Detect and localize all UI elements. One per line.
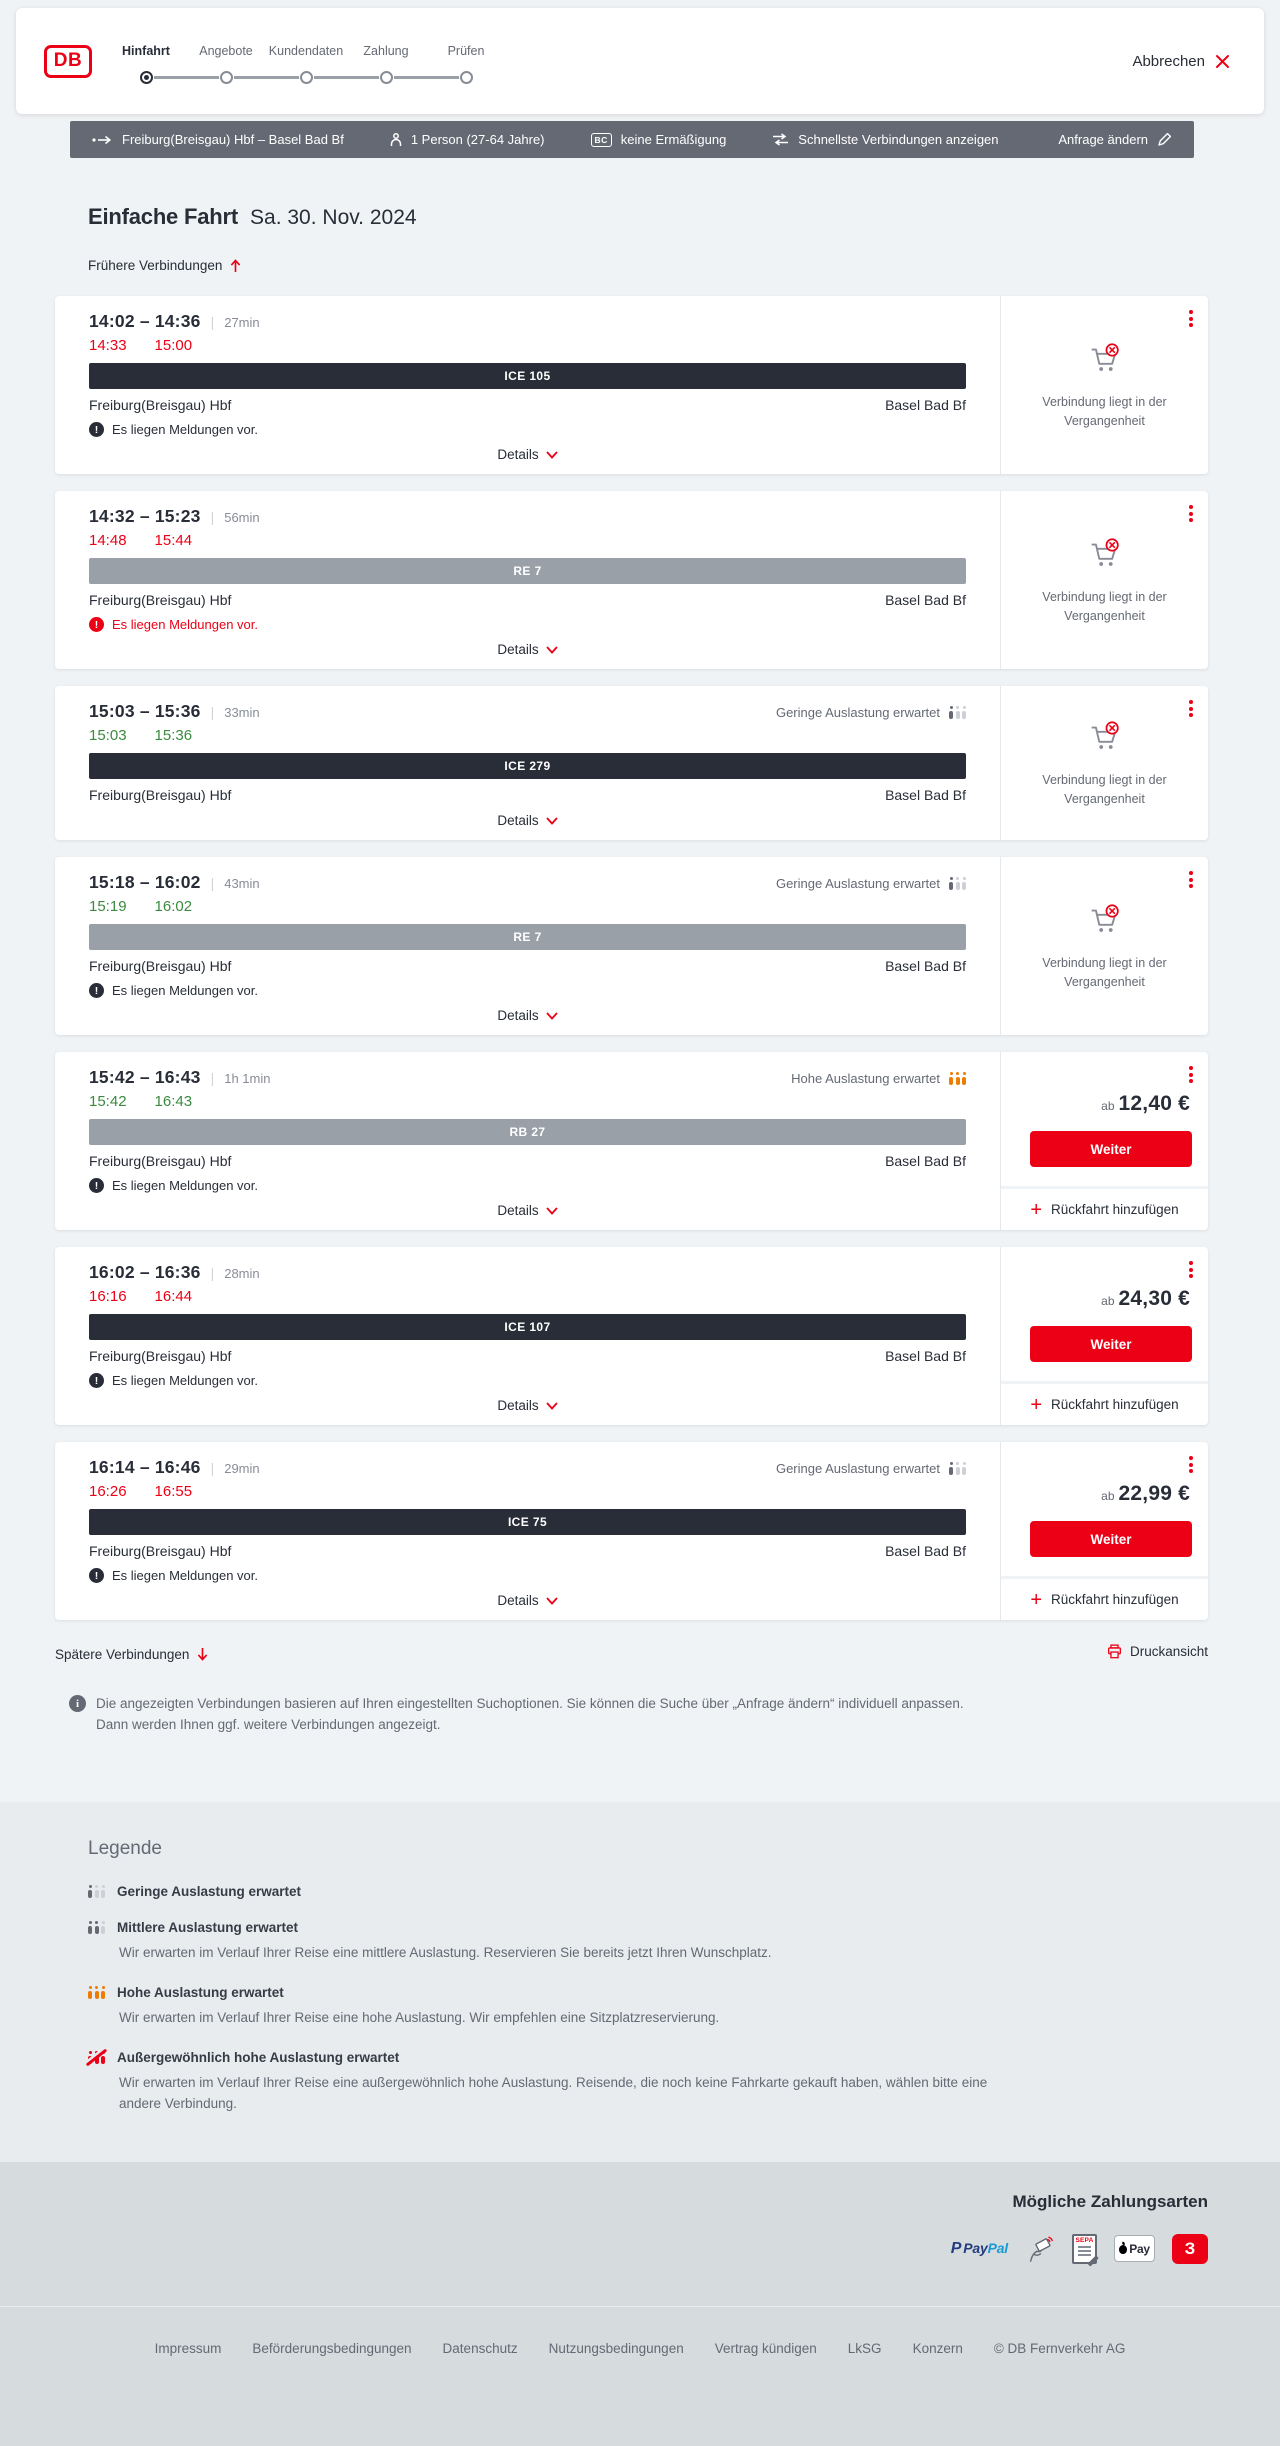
connection-side-panel (1000, 857, 1208, 1035)
add-return-button[interactable] (1030, 1198, 1179, 1221)
duration: 29min (224, 1461, 260, 1476)
later-connections-button[interactable] (55, 1647, 208, 1662)
payment-methods-title: Mögliche Zahlungsarten (1012, 2191, 1208, 2211)
chevron-down-icon (546, 646, 558, 654)
cart-unavailable-icon (1084, 901, 1126, 941)
details-button[interactable] (497, 1398, 557, 1413)
legend-title: Legende (88, 1837, 162, 1859)
add-return-row (1001, 1381, 1208, 1425)
card-payment-hand-icon (1025, 2234, 1055, 2264)
progress-step (266, 44, 346, 84)
footer-link[interactable]: Nutzungsbedingungen (548, 2341, 684, 2357)
duration: 1h 1min (224, 1071, 271, 1086)
duration: 33min (224, 705, 260, 720)
past-connection-info (1001, 686, 1208, 840)
connection-card (55, 1442, 1208, 1620)
weiter-button[interactable]: Weiter (1030, 1131, 1192, 1167)
occupancy-indicator (776, 705, 966, 720)
occupancy-icon (949, 1072, 966, 1085)
connection-card (55, 296, 1208, 474)
legend-item-label: Außergewöhnlich hohe Auslastung erwartet (117, 2049, 400, 2065)
connection-side-panel (1000, 1442, 1208, 1620)
realtime-arrival: 16:44 (154, 1288, 193, 1305)
connection-side-panel (1000, 686, 1208, 840)
details-button[interactable] (497, 1593, 557, 1608)
notice-row (89, 617, 966, 632)
train-number: RB 27 (509, 1125, 546, 1139)
price (1017, 1287, 1192, 1311)
price-prefix: ab (1101, 1099, 1115, 1113)
pencil-icon (1157, 132, 1172, 147)
cart-unavailable-icon (1084, 718, 1126, 758)
legend-item (88, 1920, 1280, 1964)
cancel-button[interactable] (1132, 53, 1230, 70)
notice-text: Es liegen Meldungen vor. (112, 1178, 258, 1193)
train-label-bar (89, 558, 966, 584)
options-kebab-button[interactable] (1183, 499, 1199, 528)
duration: 56min (224, 510, 260, 525)
occupancy-icon (88, 1986, 105, 1999)
train-label-bar (89, 1119, 966, 1145)
departure-station: Freiburg(Breisgau) Hbf (89, 397, 232, 413)
occupancy-indicator (776, 1461, 966, 1476)
details-button[interactable] (497, 642, 557, 657)
connection-card (55, 686, 1208, 840)
train-number: ICE 75 (507, 1515, 548, 1529)
add-return-label: Rückfahrt hinzufügen (1051, 1397, 1179, 1412)
legend-item-label: Geringe Auslastung erwartet (117, 1883, 302, 1899)
route-summary (92, 132, 344, 147)
db-logo: DB (44, 45, 92, 78)
route-text: Freiburg(Breisgau) Hbf – Basel Bad Bf (122, 132, 344, 147)
later-connections-label: Spätere Verbindungen (55, 1646, 190, 1662)
progress-step-dot (220, 71, 233, 84)
train-label-bar (89, 924, 966, 950)
passenger-text: 1 Person (27-64 Jahre) (410, 132, 545, 147)
progress-step-label: Kundendaten (268, 44, 344, 58)
past-connection-info (1001, 857, 1208, 1035)
train-number: ICE 105 (504, 369, 551, 383)
footer-link[interactable]: Datenschutz (442, 2341, 518, 2357)
plus-icon: + (1030, 1393, 1043, 1416)
price (1017, 1092, 1192, 1116)
realtime-departure: 15:42 (89, 1093, 127, 1110)
past-connection-text: Verbindung liegt in der Vergangenheit (1042, 772, 1167, 806)
connection-side-panel (1000, 1052, 1208, 1230)
chevron-down-icon (546, 451, 558, 459)
time-range: 16:14 – 16:46 (89, 1457, 201, 1477)
realtime-arrival: 15:44 (154, 532, 193, 549)
occupancy-label: Geringe Auslastung erwartet (775, 705, 940, 720)
realtime-departure: 15:19 (89, 898, 127, 915)
realtime-times (89, 1288, 966, 1305)
time-duration-separator: | (210, 704, 215, 720)
details-label: Details (497, 1203, 539, 1218)
chevron-down-icon (546, 1207, 558, 1215)
notice-text: Es liegen Meldungen vor. (112, 1373, 258, 1388)
train-number: ICE 107 (504, 1320, 551, 1334)
price-prefix: ab (1101, 1294, 1115, 1308)
time-duration-separator: | (210, 875, 215, 891)
discount-text: keine Ermäßigung (620, 132, 727, 147)
chevron-down-icon (546, 1402, 558, 1410)
time-range: 15:18 – 16:02 (89, 872, 201, 892)
connection-list (55, 296, 1208, 1620)
arrow-down-icon (197, 1647, 208, 1661)
price-prefix: ab (1101, 1489, 1115, 1503)
alert-icon: ! (89, 422, 104, 437)
progress-step-dot (460, 71, 473, 84)
bahncard-icon: BC (591, 133, 612, 147)
train-number: RE 7 (513, 930, 542, 944)
add-return-row (1001, 1186, 1208, 1230)
past-connection-text: Verbindung liegt in der Vergangenheit (1042, 394, 1167, 428)
footer-link[interactable]: Impressum (154, 2341, 222, 2357)
occupancy-icon (949, 1462, 966, 1475)
details-button[interactable] (497, 1008, 557, 1023)
legend-item (88, 1985, 1280, 2029)
alert-icon: ! (89, 1178, 104, 1193)
notice-text: Es liegen Meldungen vor. (112, 983, 258, 998)
train-label-bar (89, 363, 966, 389)
connection-side-panel (1000, 1247, 1208, 1425)
duration: 28min (224, 1266, 260, 1281)
legend-item-description: Wir erwarten im Verlauf Ihrer Reise eine außergewöhnlich hohe Auslastung. Reisende, die noch keine Fahrkarte gekauft haben, wählen bitte eine andere Verbindung. (119, 2074, 988, 2111)
chevron-down-icon (546, 817, 558, 825)
earlier-connections-button[interactable] (88, 258, 241, 273)
price-value: 12,40 € (1118, 1092, 1190, 1115)
details-label: Details (497, 1593, 539, 1608)
past-connection-text: Verbindung liegt in der Vergangenheit (1042, 589, 1167, 623)
occupancy-icon (949, 877, 966, 890)
options-kebab-button[interactable] (1183, 694, 1199, 723)
realtime-arrival: 16:02 (154, 898, 193, 915)
details-label: Details (497, 447, 539, 462)
time-range: 15:03 – 15:36 (89, 701, 201, 721)
progress-step-dot (380, 71, 393, 84)
arrow-up-icon (230, 259, 241, 273)
realtime-times (89, 337, 966, 354)
print-view-label: Druckansicht (1129, 1644, 1208, 1659)
realtime-arrival: 16:43 (154, 1093, 193, 1110)
options-kebab-button[interactable] (1183, 865, 1199, 894)
stepper (106, 38, 506, 84)
train-label-bar (89, 1509, 966, 1535)
add-return-label: Rückfahrt hinzufügen (1051, 1592, 1179, 1607)
results-main (55, 158, 1208, 1802)
options-kebab-button[interactable] (1183, 1450, 1199, 1479)
footer-link[interactable]: Vertrag kündigen (714, 2341, 817, 2357)
progress-step (106, 44, 186, 84)
payment-method-icons (72, 2234, 1208, 2264)
realtime-times (89, 532, 966, 549)
realtime-arrival: 16:55 (154, 1483, 193, 1500)
arrival-station: Basel Bad Bf (885, 397, 966, 413)
realtime-departure: 14:48 (89, 532, 127, 549)
time-duration-separator: | (210, 1070, 215, 1086)
notice-text: Es liegen Meldungen vor. (112, 617, 258, 632)
realtime-arrival: 15:00 (154, 337, 193, 354)
cart-unavailable-icon (1084, 340, 1126, 380)
footer-link[interactable]: Beförderungsbedingungen (252, 2341, 412, 2357)
duration: 27min (224, 315, 260, 330)
discount-summary (591, 132, 727, 147)
arrival-station: Basel Bad Bf (885, 1348, 966, 1364)
realtime-times (89, 1483, 966, 1500)
close-icon (1215, 54, 1230, 69)
connection-card (55, 1247, 1208, 1425)
weiter-button[interactable]: Weiter (1030, 1521, 1192, 1557)
alert-icon: ! (89, 617, 104, 632)
alert-icon: ! (89, 1568, 104, 1583)
add-return-button[interactable] (1030, 1393, 1179, 1416)
realtime-departure: 16:16 (89, 1288, 127, 1305)
fastest-connections-toggle[interactable] (772, 132, 998, 147)
train-number: RE 7 (513, 564, 542, 578)
arrival-station: Basel Bad Bf (885, 787, 966, 803)
occupancy-indicator (776, 876, 966, 891)
price (1017, 1482, 1192, 1506)
progress-step-label: Zahlung (363, 44, 409, 58)
printer-icon (1107, 1644, 1122, 1659)
notice-row (89, 983, 966, 998)
departure-station: Freiburg(Breisgau) Hbf (89, 958, 232, 974)
time-duration-separator: | (210, 509, 215, 525)
progress-step (346, 44, 426, 84)
info-icon: i (69, 1695, 86, 1712)
progress-step (186, 44, 266, 84)
fastest-connections-icon (772, 133, 789, 146)
train-label-bar (89, 1314, 966, 1340)
realtime-times (89, 1093, 966, 1110)
travel-date: Sa. 30. Nov. 2024 (250, 206, 417, 229)
details-label: Details (497, 1398, 539, 1413)
add-return-button[interactable] (1030, 1588, 1179, 1611)
notice-text: Es liegen Meldungen vor. (112, 1568, 258, 1583)
legend-item-description: Wir erwarten im Verlauf Ihrer Reise eine hohe Auslastung. Wir empfehlen eine Sitzplatzreservierung. (119, 2009, 720, 2025)
search-options-note (69, 1694, 974, 1802)
booking-panel (1001, 1442, 1208, 1576)
options-kebab-button[interactable] (1183, 1255, 1199, 1284)
train-label-bar (89, 753, 966, 779)
options-kebab-button[interactable] (1183, 304, 1199, 333)
occupancy-label: Hohe Auslastung erwartet (791, 1071, 940, 1086)
chevron-down-icon (546, 1597, 558, 1605)
footer-link[interactable]: LkSG (847, 2341, 882, 2357)
progress-step-label: Angebote (199, 44, 253, 58)
earlier-connections-label: Frühere Verbindungen (88, 258, 223, 273)
cart-unavailable-icon (1084, 535, 1126, 575)
progress-step-label: Hinfahrt (122, 44, 170, 58)
realtime-departure: 16:26 (89, 1483, 127, 1500)
notice-text: Es liegen Meldungen vor. (112, 422, 258, 437)
past-connection-info (1001, 491, 1208, 669)
edit-request-label: Anfrage ändern (1058, 132, 1148, 147)
progress-step-dot (140, 71, 153, 84)
time-range: 14:02 – 14:36 (89, 311, 201, 331)
legend-item-description: Wir erwarten im Verlauf Ihrer Reise eine mittlere Auslastung. Reservieren Sie bereits jetzt Ihren Wunschplatz. (119, 1944, 772, 1960)
weiter-button[interactable]: Weiter (1030, 1326, 1192, 1362)
sepa-direct-debit-icon: SEPA (1072, 2234, 1097, 2264)
legend-items (88, 1884, 1280, 2115)
past-connection-info (1001, 296, 1208, 474)
notice-row (89, 422, 966, 437)
chevron-down-icon (546, 1012, 558, 1020)
realtime-times (89, 898, 966, 915)
price-value: 22,99 € (1118, 1482, 1190, 1505)
occupancy-indicator (791, 1071, 966, 1086)
cancel-label: Abbrechen (1132, 52, 1205, 70)
occupancy-label: Geringe Auslastung erwartet (775, 876, 940, 891)
notice-row (89, 1373, 966, 1388)
search-options-text: Die angezeigten Verbindungen basieren auf Ihren eingestellten Suchoptionen. Sie können die Suche über „Anfrage ändern“ individuell anpassen. Dann werden Ihnen ggf. weitere Verbindungen angezeigt. (96, 1696, 964, 1732)
edit-request-button[interactable] (1058, 132, 1172, 147)
occupancy-icon (949, 706, 966, 719)
legend-item (88, 1884, 1280, 1899)
departure-station: Freiburg(Breisgau) Hbf (89, 1543, 232, 1559)
time-duration-separator: | (210, 1460, 215, 1476)
notice-row (89, 1178, 966, 1193)
notice-row (89, 1568, 966, 1583)
details-button[interactable] (497, 447, 557, 462)
occupancy-icon (88, 1885, 105, 1898)
booking-panel (1001, 1052, 1208, 1186)
details-label: Details (497, 813, 539, 828)
departure-station: Freiburg(Breisgau) Hbf (89, 592, 232, 608)
legend-item-label: Mittlere Auslastung erwartet (117, 1919, 299, 1935)
departure-station: Freiburg(Breisgau) Hbf (89, 1153, 232, 1169)
arrival-station: Basel Bad Bf (885, 592, 966, 608)
progress-step-dot (300, 71, 313, 84)
legend-item (88, 2050, 1280, 2115)
realtime-arrival: 15:36 (154, 727, 193, 744)
apple-pay-icon: Pay (1114, 2235, 1155, 2262)
footer-divider (0, 2306, 1280, 2308)
footer-links (0, 2341, 1280, 2386)
alert-icon: ! (89, 1373, 104, 1388)
details-label: Details (497, 642, 539, 657)
legend-section (0, 1802, 1280, 2162)
progress-step (426, 44, 506, 84)
options-kebab-button[interactable] (1183, 1060, 1199, 1089)
site-footer (0, 2162, 1280, 2446)
time-range: 14:32 – 15:23 (89, 506, 201, 526)
details-button[interactable] (497, 813, 557, 828)
arrival-station: Basel Bad Bf (885, 958, 966, 974)
footer-link[interactable]: Konzern (912, 2341, 963, 2357)
person-icon (390, 133, 402, 147)
voucher-icon: З (1172, 2234, 1208, 2264)
departure-station: Freiburg(Breisgau) Hbf (89, 1348, 232, 1364)
arrival-station: Basel Bad Bf (885, 1153, 966, 1169)
arrival-station: Basel Bad Bf (885, 1543, 966, 1559)
past-connection-text: Verbindung liegt in der Vergangenheit (1042, 955, 1167, 989)
departure-station: Freiburg(Breisgau) Hbf (89, 787, 232, 803)
booking-header (16, 8, 1264, 114)
realtime-departure: 15:03 (89, 727, 127, 744)
occupancy-icon (88, 2051, 105, 2064)
fastest-connections-label: Schnellste Verbindungen anzeigen (798, 132, 999, 147)
connection-card (55, 857, 1208, 1035)
connection-card (55, 491, 1208, 669)
alert-icon: ! (89, 983, 104, 998)
details-label: Details (497, 1008, 539, 1023)
time-range: 15:42 – 16:43 (89, 1067, 201, 1087)
price-value: 24,30 € (1118, 1287, 1190, 1310)
connection-card (55, 1052, 1208, 1230)
realtime-times (89, 727, 966, 744)
copyright: © DB Fernverkehr AG (993, 2341, 1126, 2357)
train-number: ICE 279 (504, 759, 551, 773)
realtime-departure: 14:33 (89, 337, 127, 354)
connection-side-panel (1000, 296, 1208, 474)
passenger-summary (390, 132, 545, 147)
page-title: Einfache Fahrt (88, 204, 239, 229)
trip-summary-bar (70, 121, 1194, 158)
time-range: 16:02 – 16:36 (89, 1262, 201, 1282)
plus-icon: + (1030, 1588, 1043, 1611)
print-view-button[interactable] (1107, 1644, 1208, 1659)
occupancy-label: Geringe Auslastung erwartet (775, 1461, 940, 1476)
duration: 43min (224, 876, 260, 891)
journey-arrow-icon (92, 135, 113, 145)
occupancy-icon (88, 1921, 105, 1934)
connection-side-panel (1000, 491, 1208, 669)
booking-panel (1001, 1247, 1208, 1381)
time-duration-separator: | (210, 1265, 215, 1281)
plus-icon: + (1030, 1198, 1043, 1221)
paypal-icon: P PayPal (950, 2239, 1008, 2257)
time-duration-separator: | (210, 314, 215, 330)
details-button[interactable] (497, 1203, 557, 1218)
progress-step-label: Prüfen (447, 44, 485, 58)
add-return-row (1001, 1576, 1208, 1620)
legend-item-label: Hohe Auslastung erwartet (117, 1984, 284, 2000)
add-return-label: Rückfahrt hinzufügen (1051, 1202, 1179, 1217)
